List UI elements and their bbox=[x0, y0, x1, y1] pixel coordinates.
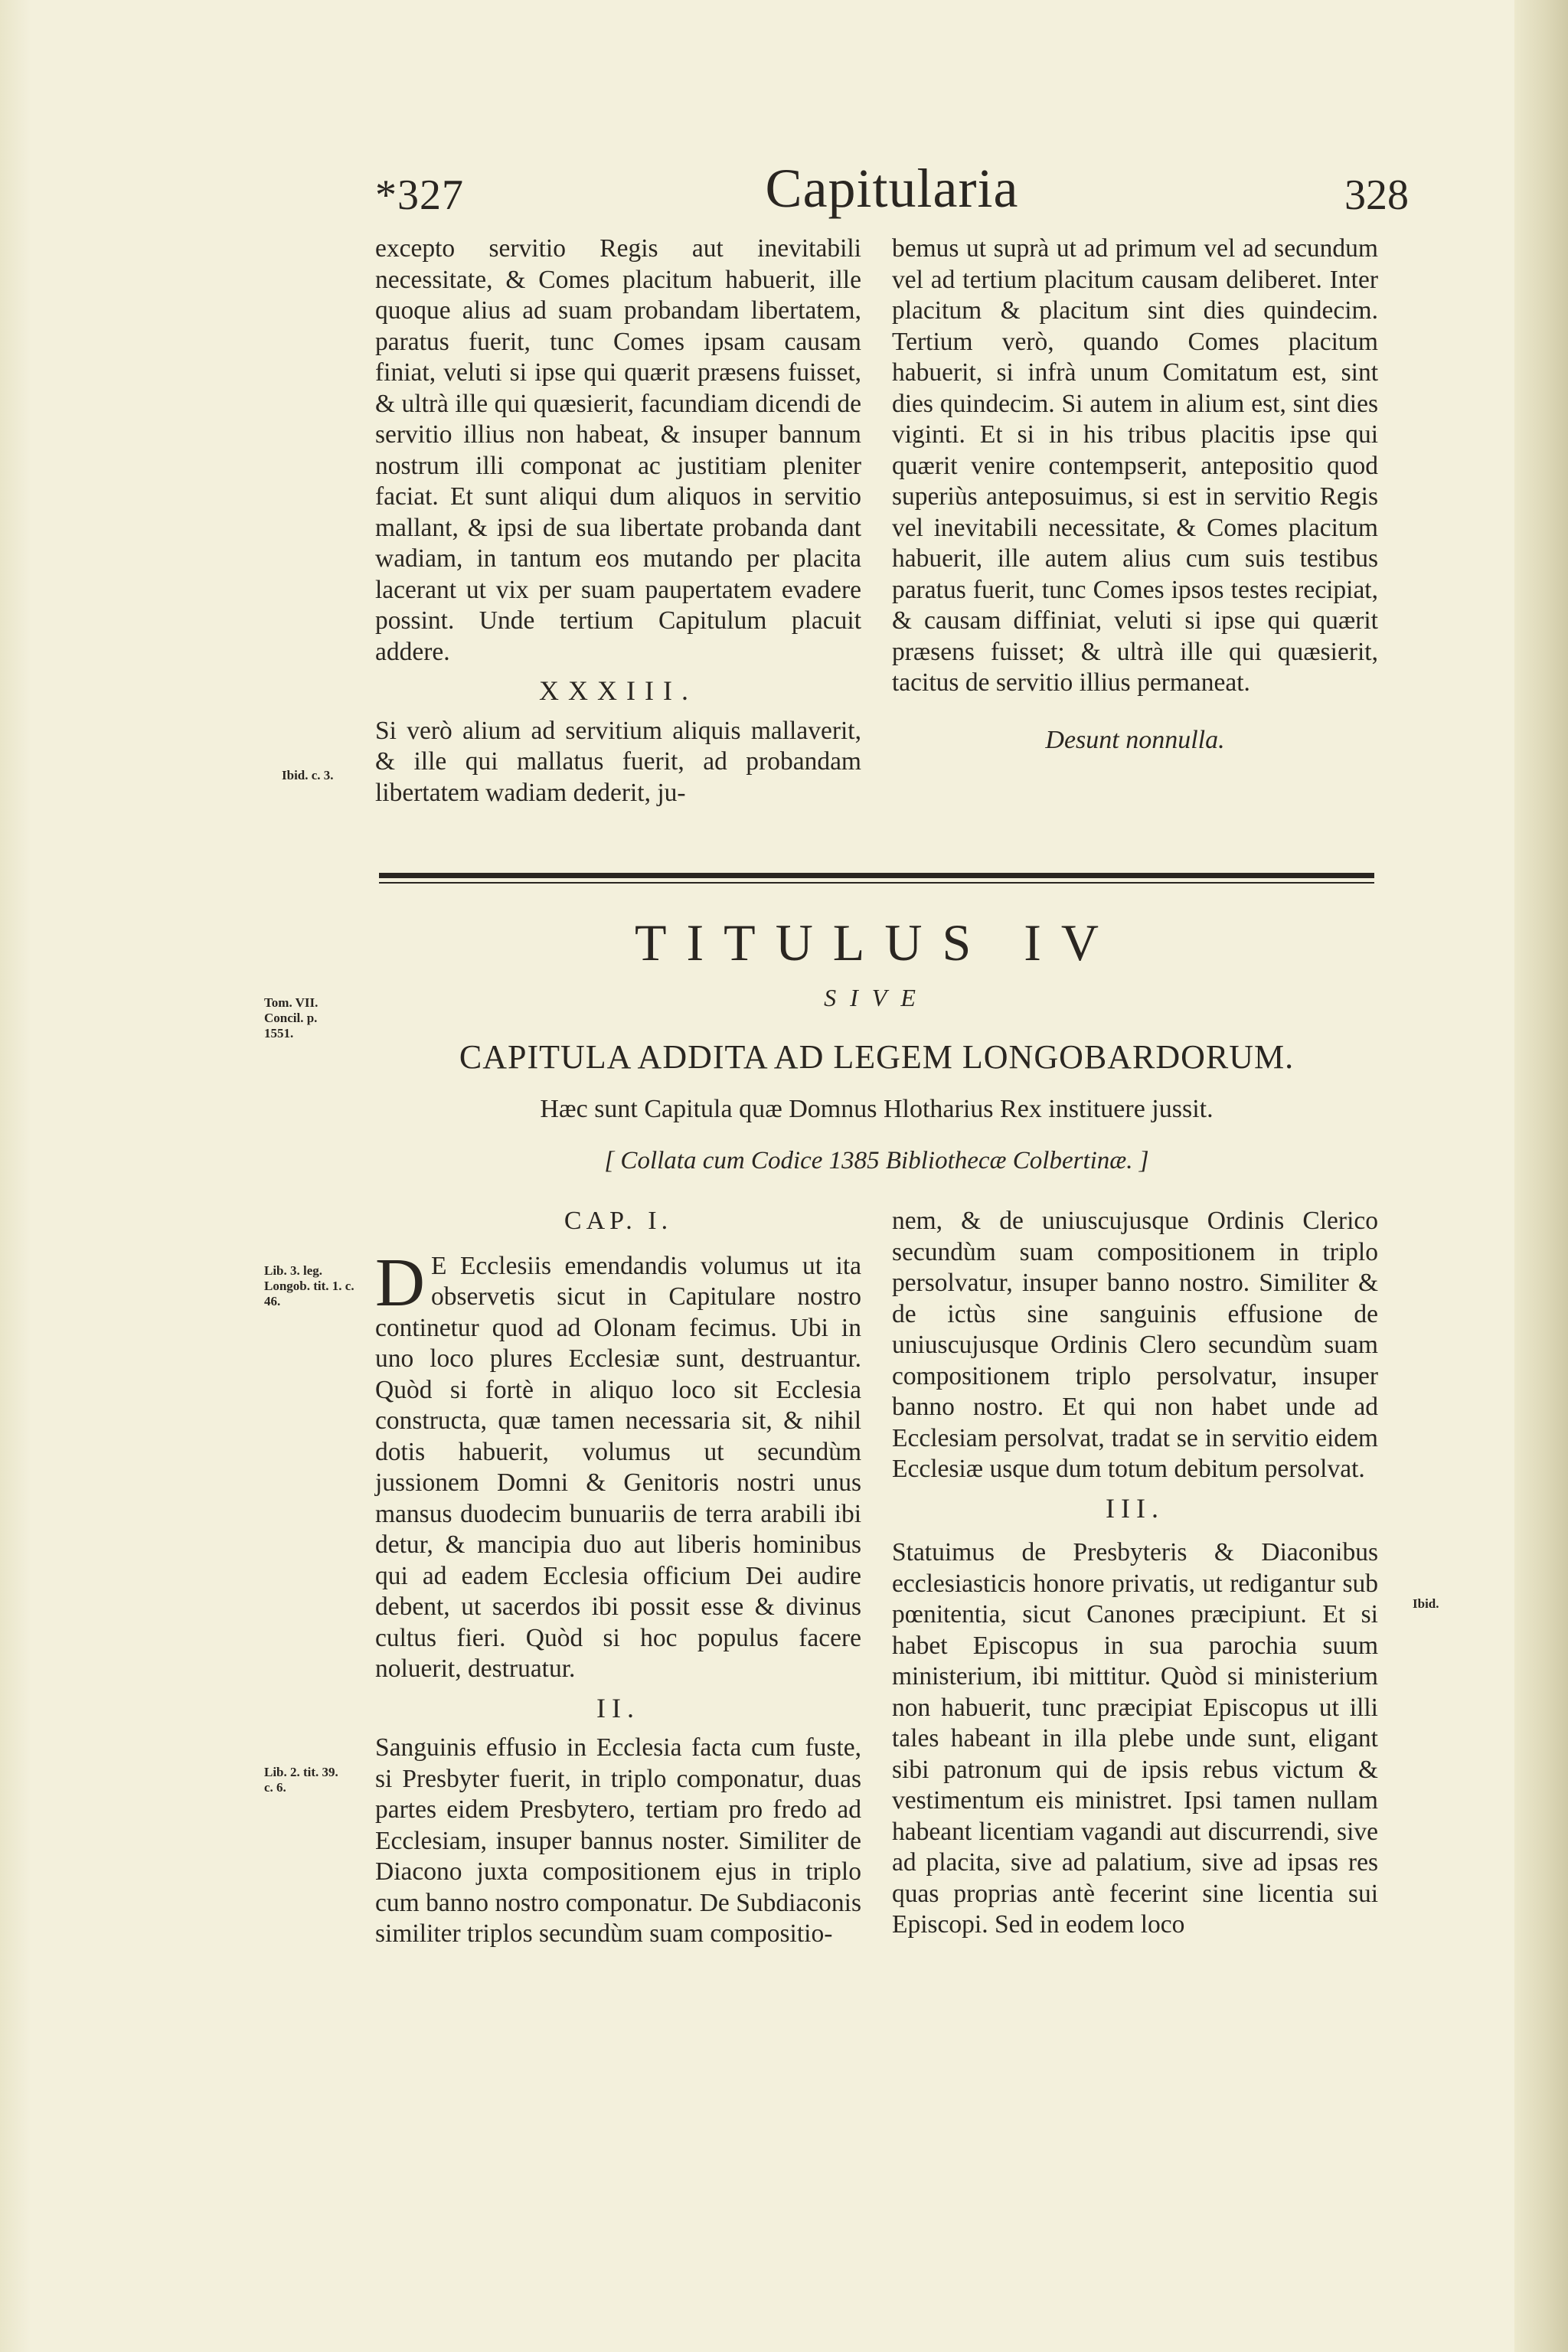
cap-3-text: Statuimus de Presbyteris & Diaconibus ecclesiasticis honore privatis, ut redigantur sub pœnitentia, sicut Canones præcipiunt. Et si habet Episcopus in sua parochia suum ministerium, ibi mittitur. Quòd si ministerium non habuerit, tunc præcipiat Episcopus ut illi tales habeant in illa plebe unde sunt, eligant sibi patronum qui de ipsis rebus victum & vestimentum eis ministret. Ipsi tamen nullam habeant licentiam vagandi aut discurrendi, sive ad placita, sive ad palatium, sive ad ipsas res quas proprias antè fecerint sine licentia sui Episcopi. Sed in eodem loco bbox=[892, 1538, 1378, 1939]
cap-1-text bbox=[375, 1244, 861, 1685]
cap-2-numeral: II. bbox=[596, 1692, 640, 1723]
right-page-number: 328 bbox=[1344, 172, 1409, 219]
bottom-left-column bbox=[375, 1206, 861, 1950]
page-edge-right bbox=[1514, 0, 1568, 2352]
cap-1-heading: CAP. I. bbox=[564, 1207, 673, 1235]
margin-note-lib3: Lib. 3. leg. Longob. tit. 1. c. 46. bbox=[264, 1263, 354, 1308]
page-shadow-left bbox=[0, 0, 31, 2352]
section-rule-thick bbox=[379, 873, 1374, 878]
sive-line: SIVE bbox=[824, 984, 929, 1011]
running-head bbox=[375, 157, 1409, 226]
margin-note-tom-vii: Tom. VII. Concil. p. 1551. bbox=[264, 995, 318, 1040]
cap-2-text: Sanguinis effusio in Ecclesia facta cum fuste, si Presbyter fuerit, in triplo componatur, duas partes eidem Presbytero, tertiam pro fredo ad Ecclesiam, insuper bannus noster. Similiter de Diacono juxta compositionem ejus in triplo cum banno nostro componatur. De Subdiaconis similiter triplos secundùm suam compositio- bbox=[375, 1733, 861, 1948]
cap-3-numeral: III. bbox=[1106, 1492, 1165, 1524]
margin-note-lib2: Lib. 2. tit. 39. c. 6. bbox=[264, 1765, 338, 1795]
drop-cap: D bbox=[375, 1244, 425, 1321]
titulus-heading: TITULUS IV bbox=[634, 913, 1119, 972]
margin-note-ibid-right: Ibid. bbox=[1413, 1596, 1439, 1611]
top-left-column bbox=[375, 234, 861, 808]
capitula-title: CAPITULA ADDITA AD LEGEM LONGOBARDORUM. bbox=[459, 1038, 1295, 1076]
running-title: Capitularia bbox=[765, 158, 1019, 219]
left-page-number: *327 bbox=[375, 172, 464, 219]
cap-1-body: E Ecclesiis emendandis volumus ut ita observetis sicut in Capitulare nostro continetur quod ad Olonam fecimus. Ubi in uno loco plures Ecclesiæ sunt, destruantur. Quòd si fortè in aliquo loco sit Ecclesia constructa, quæ tamen necessaria sit, & nihil dotis habuerit, volumus ut secundùm jussionem Domni & Genitoris nostri unus mansus duodecim bunuariis de terra arabili ibi detur, & mancipia duo aut liberis hominibus qui ad eadem Ecclesia officium Dei audire debent, ut sacerdos ibi possit esse & divinus cultus fieri. Quòd si hoc populus facere noluerit, destruatur. bbox=[375, 1251, 861, 1683]
top-right-column bbox=[892, 234, 1378, 756]
cap-2-continuation: nem, & de uniuscujusque Ordinis Clerico secundùm suam compositionem in triplo persolvatur, insuper banno nostro. Similiter & de ictùs sine sanguinis effusione de uniuscujusque Ordinis Clero secundùm suam compositionem triplo persolvatur, insuper banno nostro. Et qui non habet unde ad Ecclesiam persolvat, tradat se in servitio eidem Ecclesiæ usque dum totum debitum persolvat. bbox=[892, 1207, 1378, 1483]
subtitle-line: Hæc sunt Capitula quæ Domnus Hlotharius Rex instituere jussit. bbox=[540, 1095, 1214, 1123]
section-numeral-xxxiii: XXXIII. bbox=[539, 675, 697, 706]
margin-note-ibid-c3: Ibid. c. 3. bbox=[282, 768, 334, 782]
top-left-paragraph: excepto servitio Regis aut inevitabili necessitate, & Comes placitum habuerit, ille quoque alius ad suam probandam libertatem, paratus fuerit, tunc Comes ipsam causam finiat, veluti si ipse qui quærit præsens fuisset, & ultrà ille qui quæsierit, facundiam dicendi de servitio illius non habeat, & insuper bannum nostrum illi componat ac justitiam pleniter faciat. Et sunt aliqui dum aliquos in servitio mallant, & ipsi de sua libertate probanda dant wadiam, in tantum eos mutando per placita lacerant ut vix per suam paupertatem evadere possint. Unde tertium Capitulum placuit addere. bbox=[375, 234, 861, 666]
bottom-right-column bbox=[892, 1206, 1378, 1941]
collation-note: [ Collata cum Codice 1385 Bibliothecæ Colbertinæ. ] bbox=[604, 1147, 1149, 1174]
top-right-paragraph: bemus ut suprà ut ad primum vel ad secundum vel ad tertium placitum causam deliberet. Inter placitum & placitum sint dies quindecim. Tertium verò, quando Comes placitum habuerit, si infrà unum Comitatum est, sint dies quindecim. Si autem in alium est, sint dies viginti. Et si in his tribus placitis ipse qui quærit venire contempserit, antepositio quod superiùs anteposuimus, si est in servitio Regis vel inevitabili necessitate, & Comes placitum habuerit, ille autem alius cum suis testibus paratus fuerit, tunc Comes ipsos testes recipiat, & causam diffiniat, veluti si ipse qui quærit præsens fuisset; & ultrà ille qui quæsierit, tacitus de servitio illius permaneat. bbox=[892, 234, 1378, 697]
top-left-after-numeral: Si verò alium ad servitium aliquis mallaverit, & ille qui mallatus fuerit, ad probandam libertatem wadiam dederit, ju- bbox=[375, 716, 861, 807]
section-rule-thin bbox=[379, 882, 1374, 884]
desunt-note: Desunt nonnulla. bbox=[1045, 725, 1225, 754]
